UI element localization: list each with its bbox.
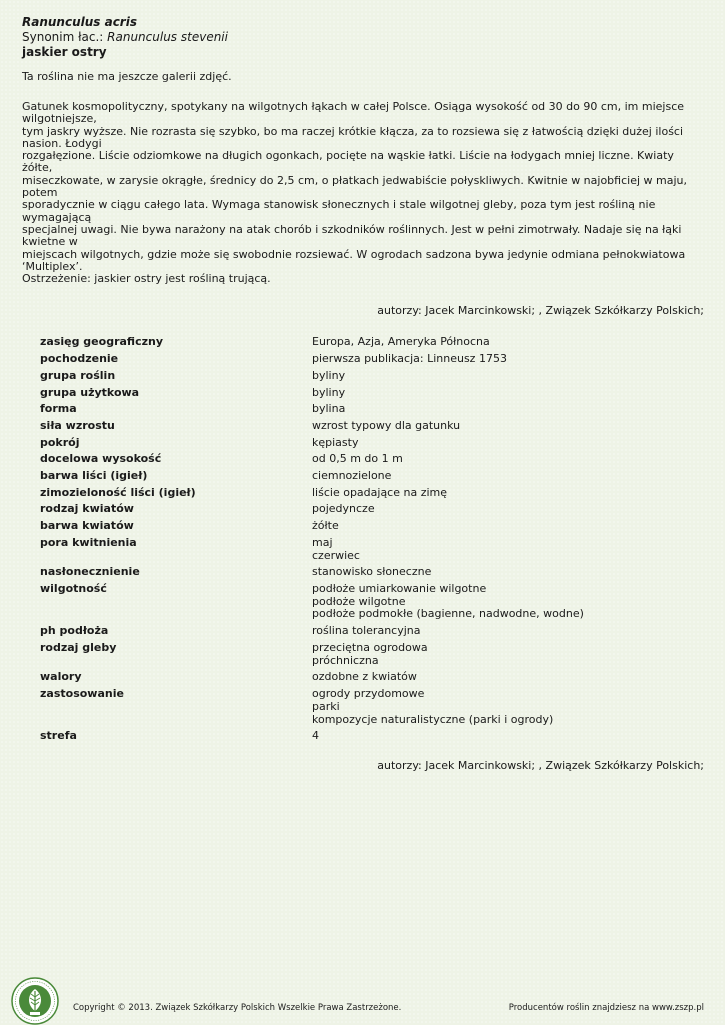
property-value xyxy=(312,470,584,487)
property-key: grupa użytkowa xyxy=(40,385,140,399)
property-value-line: podłoże wilgotne xyxy=(312,594,406,608)
property-key: wilgotność xyxy=(40,581,107,595)
property-row xyxy=(40,403,584,420)
property-value xyxy=(312,730,584,747)
property-row xyxy=(40,537,584,566)
description-line: sporadycznie w ciągu całego lata. Wymaga stanowisk słonecznych i stale wilgotnej gleby, poza tym jest rośliną nie wymagającą xyxy=(22,198,656,224)
property-row xyxy=(40,470,584,487)
synonym-prefix: Synonim łac.: xyxy=(22,30,108,44)
synonym-name: Ranunculus stevenii xyxy=(107,30,228,44)
property-key: grupa roślin xyxy=(40,368,116,382)
property-value xyxy=(312,453,584,470)
property-value-line: byliny xyxy=(312,368,346,382)
description xyxy=(22,101,704,285)
gallery-notice: Ta roślina nie ma jeszcze galerii zdjęć. xyxy=(22,70,232,83)
property-value xyxy=(312,503,584,520)
property-value-line: podłoże podmokłe (bagienne, nadwodne, wodne) xyxy=(312,607,584,621)
property-key: walory xyxy=(40,670,82,684)
property-value xyxy=(312,671,584,688)
description-line: specjalnej uwagi. Nie bywa narażony na atak chorób i szkodników roślinnych. Jest w pełni zimotrwały. Nadaje się na łąki kwietne w xyxy=(22,222,682,249)
property-value-line: żółte xyxy=(312,519,339,533)
property-value xyxy=(312,420,584,437)
zszp-logo-icon xyxy=(11,977,59,1025)
description-line: Gatunek kosmopolityczny, spotykany na wilgotnych łąkach w całej Polsce. Osiąga wysokość od 30 do 90 cm, im miejsce wilgotniejsze, xyxy=(22,100,685,126)
property-row xyxy=(40,487,584,504)
property-value xyxy=(312,487,584,504)
property-key: pokrój xyxy=(40,435,80,449)
property-key: zastosowanie xyxy=(40,687,124,701)
property-value-line: kępiasty xyxy=(312,435,359,449)
property-value-line: przeciętna ogrodowa xyxy=(312,640,428,654)
properties-table xyxy=(40,336,584,747)
description-line: tym jaskry wyższe. Nie rozrasta się szybko, bo ma raczej krótkie kłącza, za to rozsiewa się z łatwością dzięki dużej ilości nasion. Łodygi xyxy=(22,124,684,150)
property-row xyxy=(40,453,584,470)
common-name: jaskier ostry xyxy=(22,45,107,59)
property-key: nasłonecznienie xyxy=(40,565,140,579)
property-row xyxy=(40,370,584,387)
description-line: miejscach wilgotnych, gdzie może się swobodnie rozsiewać. W ogrodach sadzona bywa jedynie odmiana pełnokwiatowa ‘Multiplex’. xyxy=(22,247,686,273)
property-value xyxy=(312,625,584,642)
property-value-line: liście opadające na zimę xyxy=(312,485,448,499)
property-value xyxy=(312,437,584,454)
property-value xyxy=(312,370,584,387)
property-value xyxy=(312,387,584,404)
property-value xyxy=(312,583,584,625)
property-key: rodzaj kwiatów xyxy=(40,502,134,516)
property-value xyxy=(312,353,584,370)
property-key: rodzaj gleby xyxy=(40,640,117,654)
authors-line: autorzy: Jacek Marcinkowski; , Związek Szkółkarzy Polskich; xyxy=(377,304,704,318)
synonym-line xyxy=(22,30,704,45)
property-row xyxy=(40,503,584,520)
producers-link[interactable]: Producentów roślin znajdziesz na www.zszp.pl xyxy=(508,1003,704,1013)
property-key: strefa xyxy=(40,729,77,743)
property-row xyxy=(40,625,584,642)
property-key: siła wzrostu xyxy=(40,418,115,432)
property-key: pochodzenie xyxy=(40,352,119,366)
plant-card xyxy=(22,14,704,773)
footer xyxy=(0,975,725,1024)
property-value-line: podłoże umiarkowanie wilgotne xyxy=(312,581,487,595)
property-row xyxy=(40,583,584,625)
property-row xyxy=(40,642,584,671)
property-key: zasięg geograficzny xyxy=(40,335,163,349)
property-key: forma xyxy=(40,402,77,416)
property-value-line: parki xyxy=(312,699,340,713)
property-value xyxy=(312,566,584,583)
property-key: ph podłoża xyxy=(40,624,109,638)
property-row xyxy=(40,730,584,747)
property-key: barwa liści (igieł) xyxy=(40,468,148,482)
property-row xyxy=(40,688,584,730)
property-value-line: stanowisko słoneczne xyxy=(312,565,432,579)
property-value-line: wzrost typowy dla gatunku xyxy=(312,418,461,432)
property-row xyxy=(40,566,584,583)
property-row xyxy=(40,420,584,437)
property-value-line: pojedyncze xyxy=(312,502,375,516)
property-row xyxy=(40,671,584,688)
property-value-line: roślina tolerancyjna xyxy=(312,624,421,638)
property-value-line: kompozycje naturalistyczne (parki i ogrody) xyxy=(312,712,554,726)
description-line: Ostrzeżenie: jaskier ostry jest rośliną trującą. xyxy=(22,272,271,286)
property-value-line: ogrody przydomowe xyxy=(312,687,425,701)
property-value-line: ciemnozielone xyxy=(312,468,392,482)
property-value xyxy=(312,336,584,353)
property-key: pora kwitnienia xyxy=(40,535,137,549)
property-value-line: byliny xyxy=(312,385,346,399)
latin-name: Ranunculus acris xyxy=(22,15,137,29)
property-row xyxy=(40,387,584,404)
property-value-line: próchniczna xyxy=(312,653,379,667)
property-value-line: czerwiec xyxy=(312,548,360,562)
property-key: zimozieloność liści (igieł) xyxy=(40,485,196,499)
property-value-line: maj xyxy=(312,535,333,549)
property-value-line: 4 xyxy=(312,729,319,743)
property-key: docelowa wysokość xyxy=(40,452,162,466)
property-row xyxy=(40,520,584,537)
description-line: rozgałęzione. Liście odziomkowe na długich ogonkach, pocięte na wąskie łatki. Liście na łodygach mniej liczne. Kwiaty żółte, xyxy=(22,149,674,175)
copyright-text: Copyright © 2013. Związek Szkółkarzy Polskich Wszelkie Prawa Zastrzeżone. xyxy=(73,1003,402,1013)
property-value-line: Europa, Azja, Ameryka Północna xyxy=(312,335,490,349)
property-value xyxy=(312,520,584,537)
property-key: barwa kwiatów xyxy=(40,519,134,533)
property-row xyxy=(40,437,584,454)
authors-line-bottom: autorzy: Jacek Marcinkowski; , Związek Szkółkarzy Polskich; xyxy=(377,758,704,772)
property-value xyxy=(312,537,584,566)
property-value xyxy=(312,403,584,420)
property-value xyxy=(312,688,584,730)
property-value-line: ozdobne z kwiatów xyxy=(312,670,417,684)
property-value-line: od 0,5 m do 1 m xyxy=(312,452,403,466)
description-line: miseczkowate, w zarysie okrągłe, średnicy do 2,5 cm, o płatkach jedwabiście połyskliwych. Kwitnie w najobficiej w maju, potem xyxy=(22,173,687,200)
property-value xyxy=(312,642,584,671)
property-value-line: bylina xyxy=(312,402,346,416)
property-value-line: pierwsza publikacja: Linneusz 1753 xyxy=(312,352,507,366)
property-row xyxy=(40,353,584,370)
property-row xyxy=(40,336,584,353)
